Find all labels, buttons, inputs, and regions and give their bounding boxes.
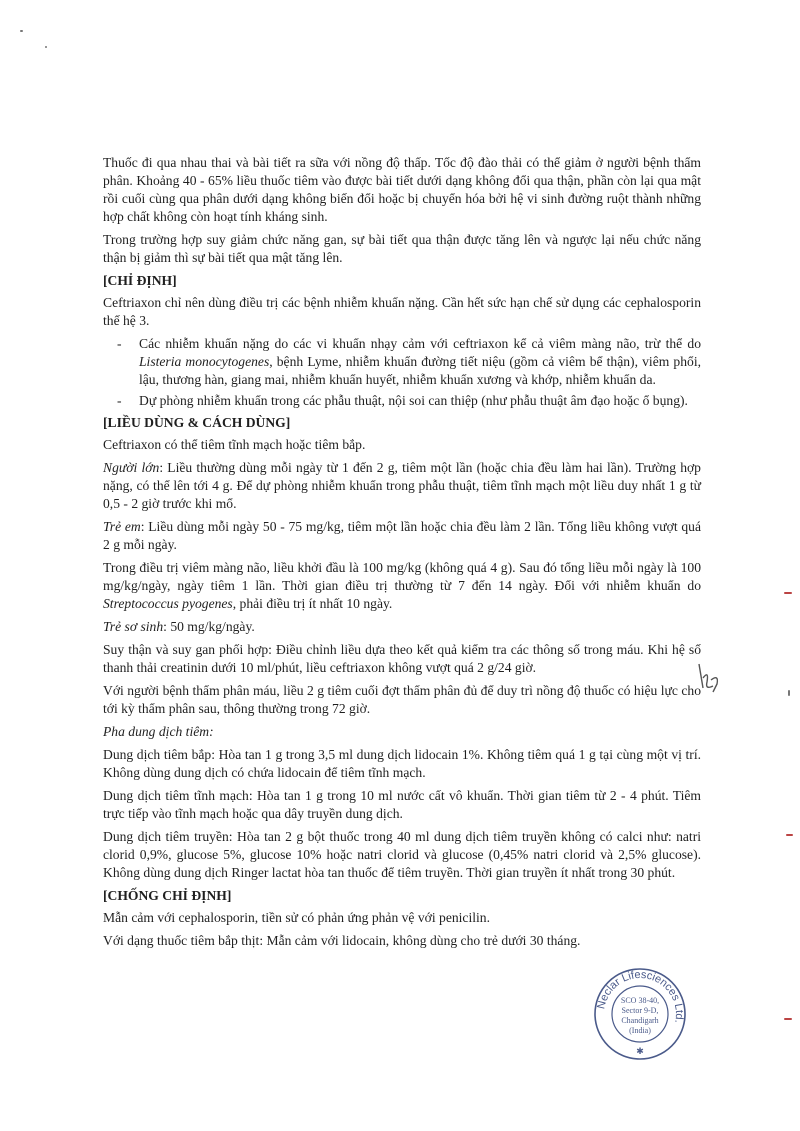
seal-line: Sector 9-D, xyxy=(621,1006,659,1015)
seal-line: SCO 38-40, xyxy=(620,996,660,1005)
preparation-label-text: Pha dung dịch tiêm: xyxy=(103,724,214,739)
dosage-renal: Suy thận và suy gan phối hợp: Điều chỉnh liều dựa theo kết quả kiểm tra các thông số trong máu. Khi hệ số thanh thải creatinin dưới 10 ml/phút, liều ceftriaxon không vượt quá 2 g/24 giờ. xyxy=(103,642,701,675)
contraindications-1: Mẫn cảm với cephalosporin, tiền sử có phản ứng phản vệ với penicilin. xyxy=(103,910,490,925)
dosage-newborn xyxy=(103,618,701,636)
scan-speck xyxy=(20,30,23,32)
dosage-heading: [LIỀU DÙNG & CÁCH DÙNG] xyxy=(103,415,291,430)
scan-speck xyxy=(786,834,793,836)
organism-name: Streptococcus pyogenes xyxy=(103,596,233,611)
list-item xyxy=(103,392,701,410)
infusion-label: Dung dịch tiêm truyền xyxy=(103,829,229,844)
intro-paragraph-1: Thuốc đi qua nhau thai và bài tiết ra sữa với nồng độ thấp. Tốc độ đào thải có thể giảm ở người bệnh thẩm phân. Khoảng 40 - 65% liều thuốc tiêm vào được bài tiết dưới dạng không đổi qua thận, phần còn lại qua mật rồi cuối cùng qua phân dưới dạng không biến đổi hoặc bị chuyển hóa bởi hệ vi sinh đường ruột thành những hợp chất không còn hoạt tính kháng sinh. xyxy=(103,155,701,224)
bullet-text: Các nhiễm khuẩn nặng do các vi khuẩn nhạy cảm với ceftriaxon kể cả viêm màng não, trừ thể do xyxy=(139,336,701,351)
preparation-im: Dung dịch tiêm bắp: Hòa tan 1 g trong 3,5 ml dung dịch lidocain 1%. Không tiêm quá 1 g tại cùng một vị trí. Không dùng dung dịch có chứa lidocain để tiêm tĩnh mạch. xyxy=(103,747,701,780)
preparation-iv: Dung dịch tiêm tĩnh mạch: Hòa tan 1 g trong 10 ml nước cất vô khuẩn. Thời gian tiêm từ 2 - 4 phút. Tiêm trực tiếp vào tĩnh mạch hoặc qua dây truyền dung dịch. xyxy=(103,788,701,821)
adult-text: : Liều thường dùng mỗi ngày từ 1 đến 2 g, tiêm một lần (hoặc chia đều làm hai lần). Trường hợp nặng, có thể lên tới 4 g. Để dự phòng nhiễm khuẩn trong phẫu thuật, tiêm tĩnh mạch một liều duy nhất 1 g từ 0,5 - 2 giờ trước khi mổ. xyxy=(103,460,701,511)
organism-name: Listeria monocytogenes xyxy=(139,354,270,369)
seal-line: Chandigarh xyxy=(621,1016,659,1025)
indications-intro: Ceftriaxon chỉ nên dùng điều trị các bệnh nhiễm khuẩn nặng. Cần hết sức hạn chế sử dụng các cephalosporin thế hệ 3. xyxy=(103,295,701,328)
adult-label: Người lớn xyxy=(103,460,160,475)
preparation-infusion xyxy=(103,828,701,882)
meningitis-text: , phải điều trị ít nhất 10 ngày. xyxy=(232,596,393,611)
seal-ring-text: Neclar Lifesciences Ltd. xyxy=(595,968,686,1025)
indications-list xyxy=(103,335,701,410)
indications-heading: [CHỈ ĐỊNH] xyxy=(103,273,177,288)
dosage-meningitis xyxy=(103,559,701,613)
intro-paragraph-2: Trong trường hợp suy giảm chức năng gan, sự bài tiết qua thận được tăng lên và ngược lại nếu chức năng thận bị giảm thì sự bài tiết qua mật tăng lên. xyxy=(103,232,701,265)
contraindications-2: Với dạng thuốc tiêm bắp thịt: Mẫn cảm với lidocain, không dùng cho trẻ dưới 30 tháng. xyxy=(103,933,581,948)
meningitis-text: Trong điều trị viêm màng não, liều khởi đầu là 100 mg/kg (không quá 4 g). Sau đó tổng liều mỗi ngày là 100 mg/kg/ngày, ngày tiêm 1 lần. Thời gian điều trị thường từ 7 đến 14 ngày. Đối với nhiễm khuẩn do xyxy=(103,560,701,593)
scan-speck xyxy=(784,592,792,594)
seal-star-icon: ✱ xyxy=(636,1047,644,1057)
scan-speck xyxy=(788,690,790,696)
preparation-label xyxy=(103,723,701,741)
bullet-text: Dự phòng nhiễm khuẩn trong các phẫu thuật, nội soi can thiệp (như phẫu thuật âm đạo hoặc ổ bụng). xyxy=(139,393,688,408)
scan-speck xyxy=(45,46,47,48)
newborn-label: Trẻ sơ sinh xyxy=(103,619,164,634)
newborn-text: : 50 mg/kg/ngày. xyxy=(163,619,255,634)
dosage-adult xyxy=(103,459,701,513)
bullet-text: , bệnh Lyme, nhiễm khuẩn đường tiết niệu (gồm cả viêm bể thận), viêm phổi, lậu, thương hàn, giang mai, nhiễm khuẩn huyết, nhiễm khuẩn xương và khớp, nhiễm khuẩn da. xyxy=(139,354,701,387)
bullet-dash: - xyxy=(117,393,122,408)
child-label: Trẻ em xyxy=(103,519,141,534)
company-seal xyxy=(593,967,687,1061)
dosage-child xyxy=(103,518,701,554)
document-body xyxy=(103,154,701,955)
dosage-dialysis: Với người bệnh thẩm phân máu, liều 2 g tiêm cuối đợt thẩm phân đủ để duy trì nồng độ thuốc có hiệu lực cho tới kỳ thẩm phân sau, thông thường trong 72 giờ. xyxy=(103,683,701,716)
bullet-dash: - xyxy=(117,336,122,351)
contraindications-heading: [CHỐNG CHỈ ĐỊNH] xyxy=(103,888,232,903)
signature-mark xyxy=(693,660,723,694)
infusion-text: : Hòa tan 2 g bột thuốc trong 40 ml dung dịch tiêm truyền không có calci như: natri clorid 0,9%, glucose 5%, glucose 10% hoặc natri clorid và glucose (0,45% natri clorid và 2,5% glucose). Không dùng dung dịch Ringer lactat hòa tan thuốc để tiêm truyền. Thời gian truyền ít nhất trong 30 phút. xyxy=(103,829,701,880)
list-item xyxy=(103,335,701,389)
child-text: : Liều dùng mỗi ngày 50 - 75 mg/kg, tiêm một lần hoặc chia đều làm 2 lần. Tổng liều không vượt quá 2 g mỗi ngày. xyxy=(103,519,701,552)
dosage-route: Ceftriaxon có thể tiêm tĩnh mạch hoặc tiêm bắp. xyxy=(103,437,366,452)
scan-speck xyxy=(784,1018,792,1020)
seal-line: (India) xyxy=(629,1026,651,1035)
